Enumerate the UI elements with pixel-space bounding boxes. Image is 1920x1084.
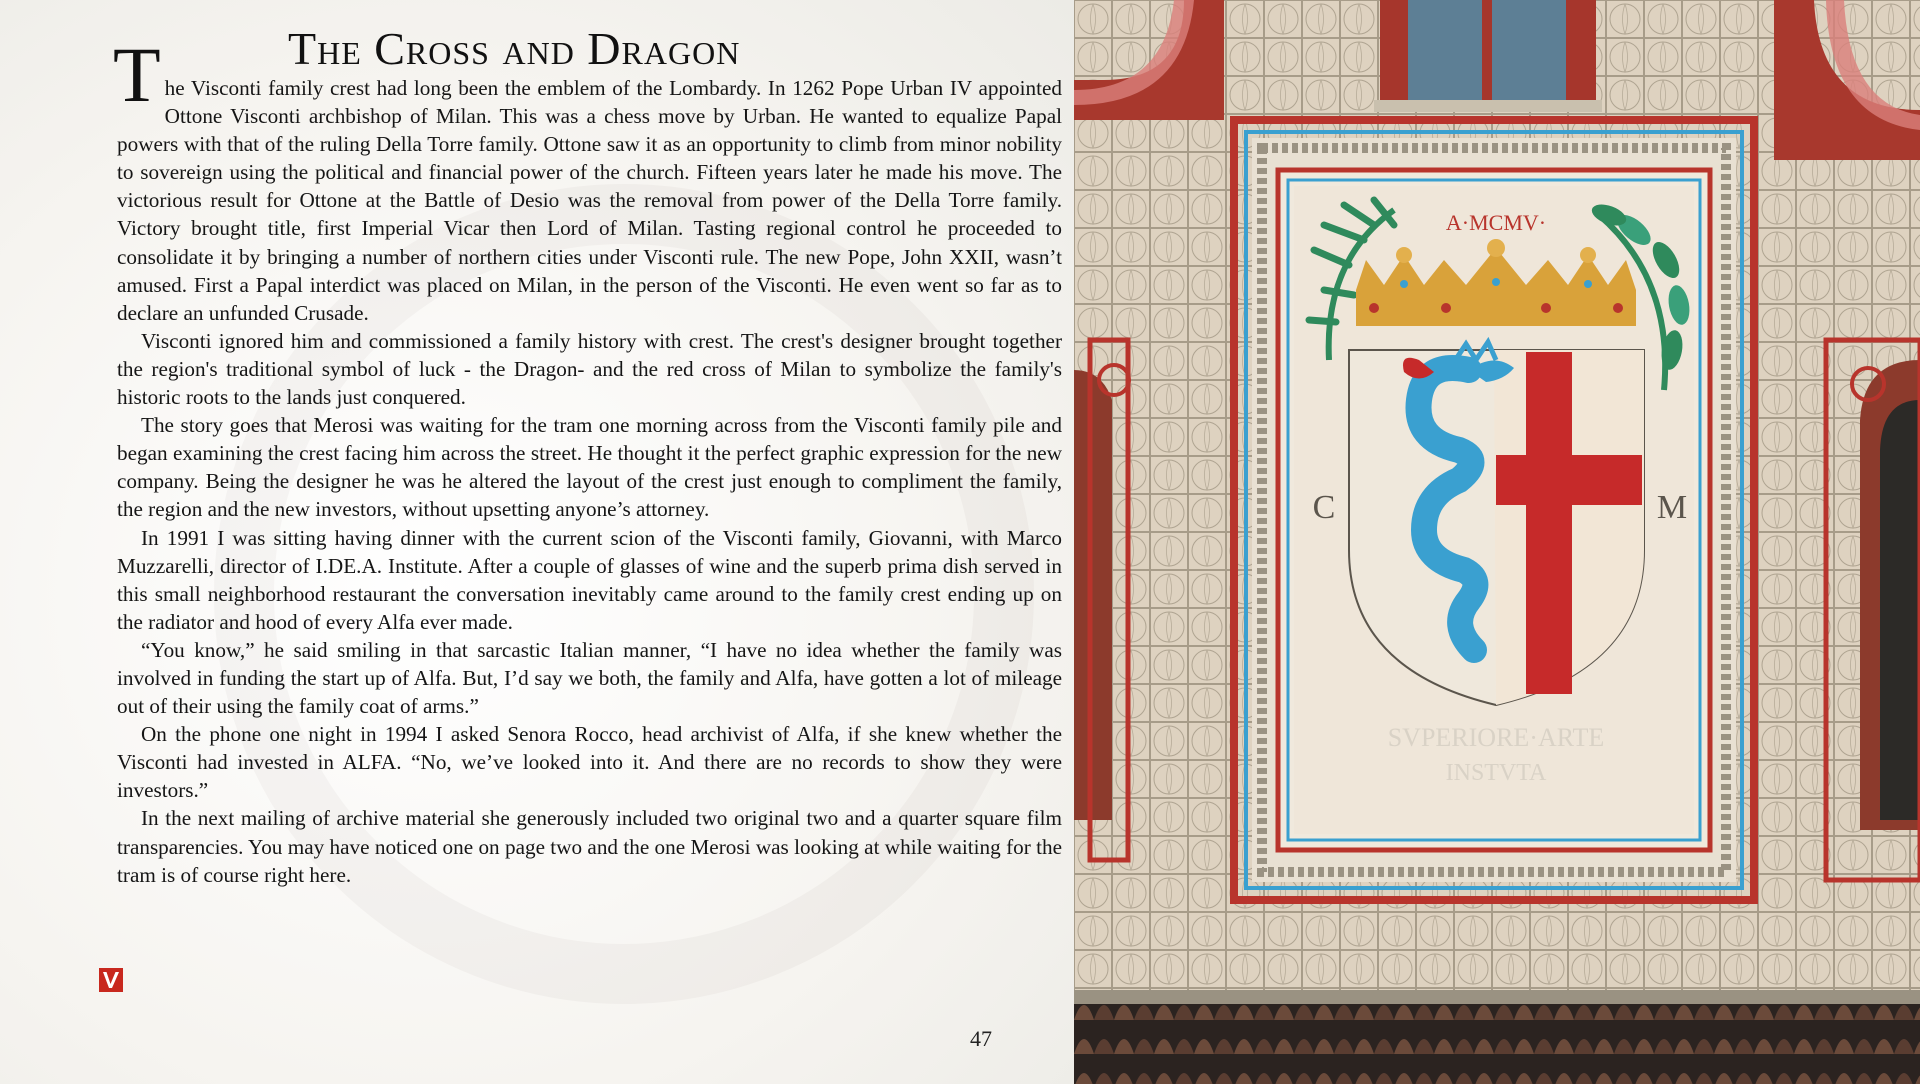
fresco-letter-m: M <box>1656 489 1688 526</box>
red-cross-horizontal <box>1496 455 1642 505</box>
page-number: 47 <box>970 1026 992 1051</box>
visconti-v-logo-icon <box>99 968 123 992</box>
red-cross-vertical <box>1526 352 1572 694</box>
paragraph-3: The story goes that Merosi was waiting for the tram one morning across from the Visconti family pile and began examining the crest facing him across the street. He thought it the perfect graphic expression for the new company. Being the designer he was he altered the layout of the crest just enough to compliment the family, the region and the new investors, without upsetting anyone’s attorney. <box>117 413 1062 522</box>
side-window-left <box>1074 370 1112 820</box>
fresco-motto-line-2: INSTVTA <box>1445 760 1547 786</box>
paragraph-2: Visconti ignored him and commissioned a family history with crest. The crest's designer brought together the region's traditional symbol of luck - the Dragon- and the red cross of Milan to symbolize the family's historic roots to the lands just conquered. <box>117 328 1062 410</box>
page-title: The Cross and Dragon <box>288 23 741 74</box>
roof-tiles <box>1074 1004 1920 1084</box>
paragraph-4: In 1991 I was sitting having dinner with the current scion of the Visconti family, Giovanni, with Marco Muzzarelli, director of I.DE.A. Institute. After a couple of glasses of wine and the superb prima dish served in this small neighborhood restaurant the conversation inevitably came around to the family crest ending up on the radiator and hood of every Alfa ever made. <box>117 525 1062 634</box>
paragraph-5: “You know,” he said smiling in that sarcastic Italian manner, “I have no idea whether the family was involved in funding the start up of Alfa. But, I’d say we both, the family and Alfa, have gotten a lot of mileage out of their using the family coat of arms.” <box>117 637 1062 719</box>
fresco-letter-c: C <box>1312 489 1336 526</box>
fresco-motto-line-1: SVPERIORE·ARTE <box>1387 723 1605 752</box>
fresco-date: A·MCMV· <box>1445 210 1547 235</box>
paragraph-1-text: he Visconti family crest had long been the emblem of the Lombardy. In 1262 Pope Urban IV appointed Ottone Visconti archbishop of Milan. This was a chess move by Urban. He wanted to equalize Papal powers with that of the ruling Della Torre family. Ottone saw it as an opportunity to climb from minor nobility to sovereign using the political and financial power of the church. Fifteen years later he made his move. The victorious result for Ottone at the Battle of Desio was the removal from power of the Della Torre family. Victory brought title, first Imperial Vicar then Lord of Milan. Tasting regional control he proceeded to consolidate it by bringing a number of northern cities under Visconti rule. The new Pope, John XXII, wasn’t amused. First a Papal interdict was placed on Milan, in the person of the Visconti. He even went so far as to declare an unfunded Crusade. <box>117 76 1062 325</box>
drop-cap: T <box>113 31 161 118</box>
crown-band <box>1356 290 1636 326</box>
paragraph-6: On the phone one night in 1994 I asked Senora Rocco, head archivist of Alfa, if she knew whether the Visconti had invested in ALFA. “No, we’ve looked into it. And there are no records to show they were investors.” <box>117 722 1062 803</box>
crest-fresco-photo <box>1074 0 1920 1084</box>
fresco-illustration <box>1074 0 1920 1084</box>
paragraph-7: In the next mailing of archive material she generously included two original two and a quarter square film transparencies. You may have noticed one on page two and the one Merosi was looking at while waiting for the tram is of course right here. <box>117 806 1062 887</box>
